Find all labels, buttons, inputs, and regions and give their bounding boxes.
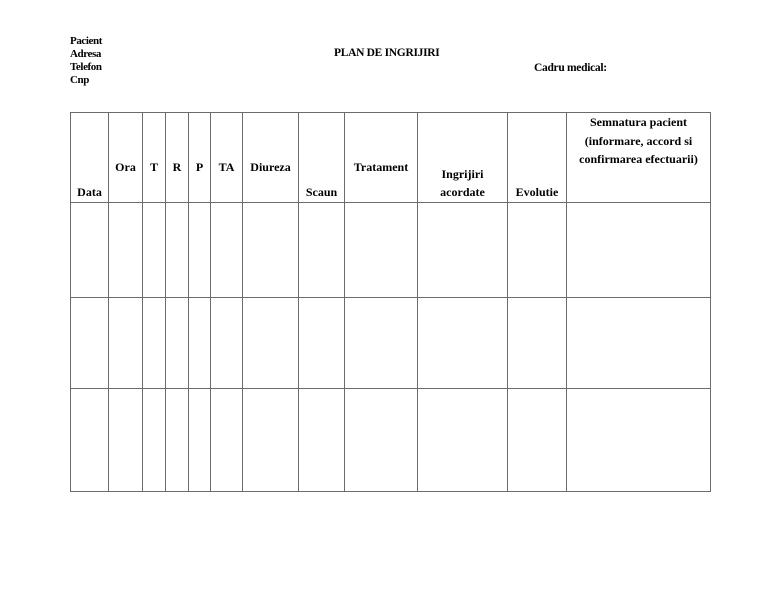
table-cell[interactable] xyxy=(143,203,166,298)
medical-staff-label: Cadru medical: xyxy=(534,62,607,74)
table-header-row xyxy=(71,113,711,203)
column-header-ta: TA xyxy=(211,113,243,203)
table-cell[interactable] xyxy=(109,298,143,389)
table-cell[interactable] xyxy=(211,389,243,492)
table-cell[interactable] xyxy=(109,203,143,298)
column-header-data: Data xyxy=(71,113,109,203)
table-row xyxy=(71,203,711,298)
table-cell[interactable] xyxy=(299,203,345,298)
column-header-diureza: Diureza xyxy=(243,113,299,203)
table-cell[interactable] xyxy=(109,389,143,492)
address-label: Adresa xyxy=(70,48,102,60)
table-cell[interactable] xyxy=(143,298,166,389)
column-header-ingrijiri-acordate: Ingrijiri acordate xyxy=(418,113,508,203)
table-cell[interactable] xyxy=(243,203,299,298)
phone-label: Telefon xyxy=(70,61,102,73)
table-cell[interactable] xyxy=(71,203,109,298)
table-cell[interactable] xyxy=(166,203,189,298)
table-cell[interactable] xyxy=(345,298,418,389)
patient-label: Pacient xyxy=(70,35,103,47)
table-cell[interactable] xyxy=(211,298,243,389)
column-header-p: P xyxy=(189,113,211,203)
column-header-r: R xyxy=(166,113,189,203)
table-cell[interactable] xyxy=(567,389,711,492)
table-cell[interactable] xyxy=(508,203,567,298)
table-cell[interactable] xyxy=(418,298,508,389)
table-cell[interactable] xyxy=(211,203,243,298)
table-cell[interactable] xyxy=(189,389,211,492)
column-header-semnatura-pacient: Semnatura pacient (informare, accord si confirmarea efectuarii) xyxy=(567,113,711,203)
table-cell[interactable] xyxy=(345,203,418,298)
table-cell[interactable] xyxy=(71,298,109,389)
table-cell[interactable] xyxy=(567,203,711,298)
table-cell[interactable] xyxy=(299,389,345,492)
table-row xyxy=(71,298,711,389)
column-header-ora: Ora xyxy=(109,113,143,203)
cnp-label: Cnp xyxy=(70,74,89,86)
table-cell[interactable] xyxy=(166,389,189,492)
table-cell[interactable] xyxy=(508,389,567,492)
table-cell[interactable] xyxy=(71,389,109,492)
table-cell[interactable] xyxy=(189,298,211,389)
table-cell[interactable] xyxy=(189,203,211,298)
table-cell[interactable] xyxy=(418,389,508,492)
table-cell[interactable] xyxy=(166,298,189,389)
column-header-evolutie: Evolutie xyxy=(508,113,567,203)
table-cell[interactable] xyxy=(243,298,299,389)
table-cell[interactable] xyxy=(143,389,166,492)
document-title: PLAN DE INGRIJIRI xyxy=(334,47,440,59)
table-cell[interactable] xyxy=(508,298,567,389)
table-cell[interactable] xyxy=(299,298,345,389)
table-cell[interactable] xyxy=(345,389,418,492)
table-row xyxy=(71,389,711,492)
column-header-scaun: Scaun xyxy=(299,113,345,203)
patient-fields xyxy=(70,35,102,87)
care-plan-table xyxy=(70,112,711,492)
table-cell[interactable] xyxy=(418,203,508,298)
table-cell[interactable] xyxy=(243,389,299,492)
column-header-tratament: Tratament xyxy=(345,113,418,203)
column-header-t: T xyxy=(143,113,166,203)
table-cell[interactable] xyxy=(567,298,711,389)
